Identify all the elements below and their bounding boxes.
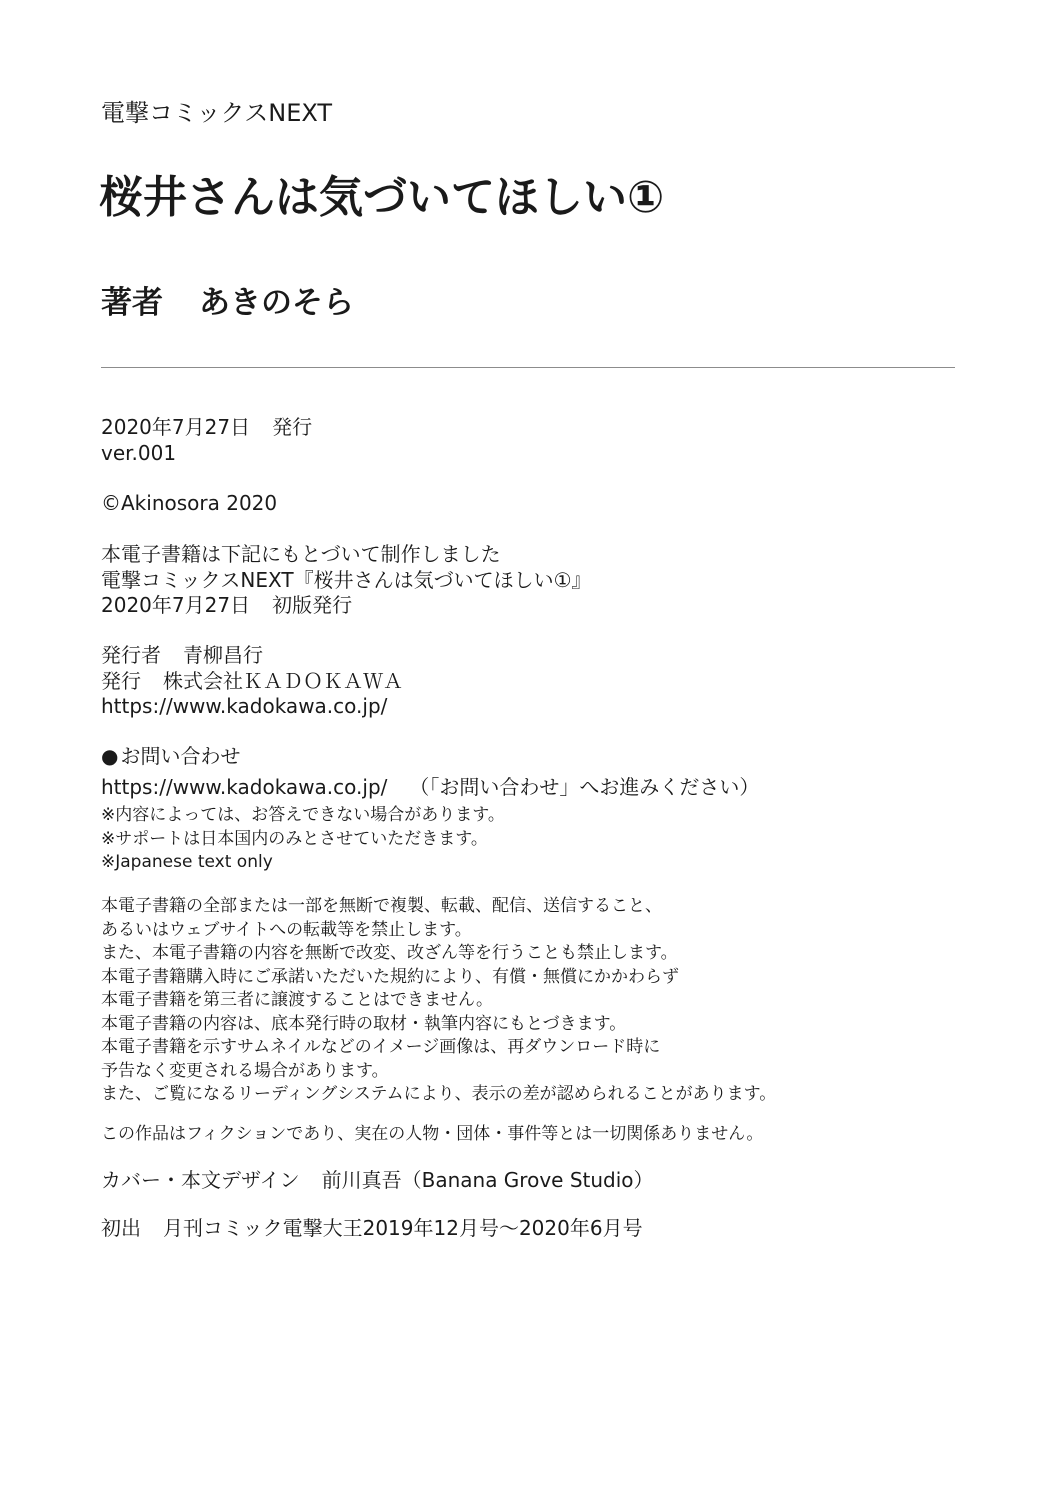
legal-line: 本電子書籍の全部または一部を無断で複製、転載、配信、送信すること、 (101, 896, 662, 916)
legal-line: 本電子書籍を示すサムネイルなどのイメージ画像は、再ダウンロード時に (101, 1037, 661, 1057)
book-title: 桜井さんは気づいてほしい① (99, 172, 665, 223)
legal-line: また、ご覧になるリーディングシステムにより、表示の差が認められることがあります。 (101, 1084, 777, 1104)
publisher-url[interactable]: https://www.kadokawa.co.jp/ (101, 694, 388, 718)
source-line-2: 電撃コミックスNEXT『桜井さんは気づいてほしい①』 (101, 567, 592, 592)
design-name: 前川真吾（Banana Grove Studio） (321, 1168, 654, 1192)
legal-line: 予告なく変更される場合があります。 (101, 1060, 389, 1081)
issuer-label: 発行 (101, 668, 141, 693)
publication-note: 発行 (272, 415, 313, 439)
contact-heading: お問い合わせ (120, 744, 241, 768)
design-label: カバー・本文デザイン (101, 1168, 300, 1192)
first-appearance-label: 初出 (101, 1216, 141, 1240)
imprint-label: 電撃コミックスNEXT (101, 99, 333, 127)
contact-url-line (101, 775, 759, 801)
publisher-line (101, 643, 403, 669)
contact-note: ※サポートは日本国内のみとさせていただきます。 (101, 828, 488, 849)
legal-line: あるいはウェブサイトへの転載等を禁止します。 (101, 919, 472, 940)
publisher-label: 発行者 (101, 643, 161, 667)
issuer-name: 株式会社ＫＡＤＯＫＡＷＡ (163, 668, 403, 693)
divider (101, 367, 955, 368)
source-date: 2020年7月27日 (101, 593, 251, 617)
contact-heading-line (101, 744, 759, 770)
source-note: 初版発行 (272, 593, 353, 617)
legal-line: 本電子書籍の内容は、底本発行時の取材・執筆内容にもとづきます。 (101, 1013, 627, 1034)
first-appearance-value: 月刊コミック電撃大王2019年12月号～2020年6月号 (163, 1216, 643, 1240)
publication-date-line (101, 415, 312, 441)
first-appearance-block (101, 1216, 643, 1242)
author-role: 著者 (101, 285, 163, 321)
publication-block (101, 415, 312, 466)
publisher-block (101, 643, 403, 720)
fiction-block (101, 1123, 763, 1147)
contact-url-note: （「お問い合わせ」へお進みください） (409, 774, 760, 799)
author-name: あきのそら (199, 285, 354, 321)
contact-block (101, 744, 759, 800)
legal-line: また、本電子書籍の内容を無断で改変、改ざん等を行うことも禁止します。 (101, 943, 678, 963)
issuer-line (101, 669, 403, 695)
design-block (101, 1168, 654, 1194)
contact-notes (101, 804, 505, 875)
legal-block (101, 895, 776, 1107)
publication-date: 2020年7月27日 (101, 415, 251, 439)
source-line-1: 本電子書籍は下記にもとづいて制作しました (101, 542, 501, 566)
source-line-3 (101, 593, 592, 619)
fiction-note: この作品はフィクションであり、実在の人物・団体・事件等とは一切関係ありません。 (101, 1124, 764, 1144)
first-appearance-line (101, 1216, 643, 1242)
publisher-name: 青柳昌行 (183, 643, 263, 667)
author-line (101, 281, 354, 325)
copyright-block (101, 491, 277, 517)
contact-note: ※内容によっては、お答えできない場合があります。 (101, 805, 505, 825)
legal-line: 本電子書籍購入時にご承諾いただいた規約により、有償・無償にかかわらず (101, 966, 679, 987)
contact-note: ※Japanese text only (101, 852, 273, 872)
bullet-icon: ● (101, 744, 119, 768)
legal-line: 本電子書籍を第三者に譲渡することはできません。 (101, 990, 494, 1010)
copyright: ©Akinosora 2020 (101, 491, 278, 515)
version: ver.001 (101, 440, 177, 465)
source-block (101, 542, 592, 619)
contact-url[interactable]: https://www.kadokawa.co.jp/ (101, 774, 388, 799)
design-line (101, 1168, 654, 1194)
